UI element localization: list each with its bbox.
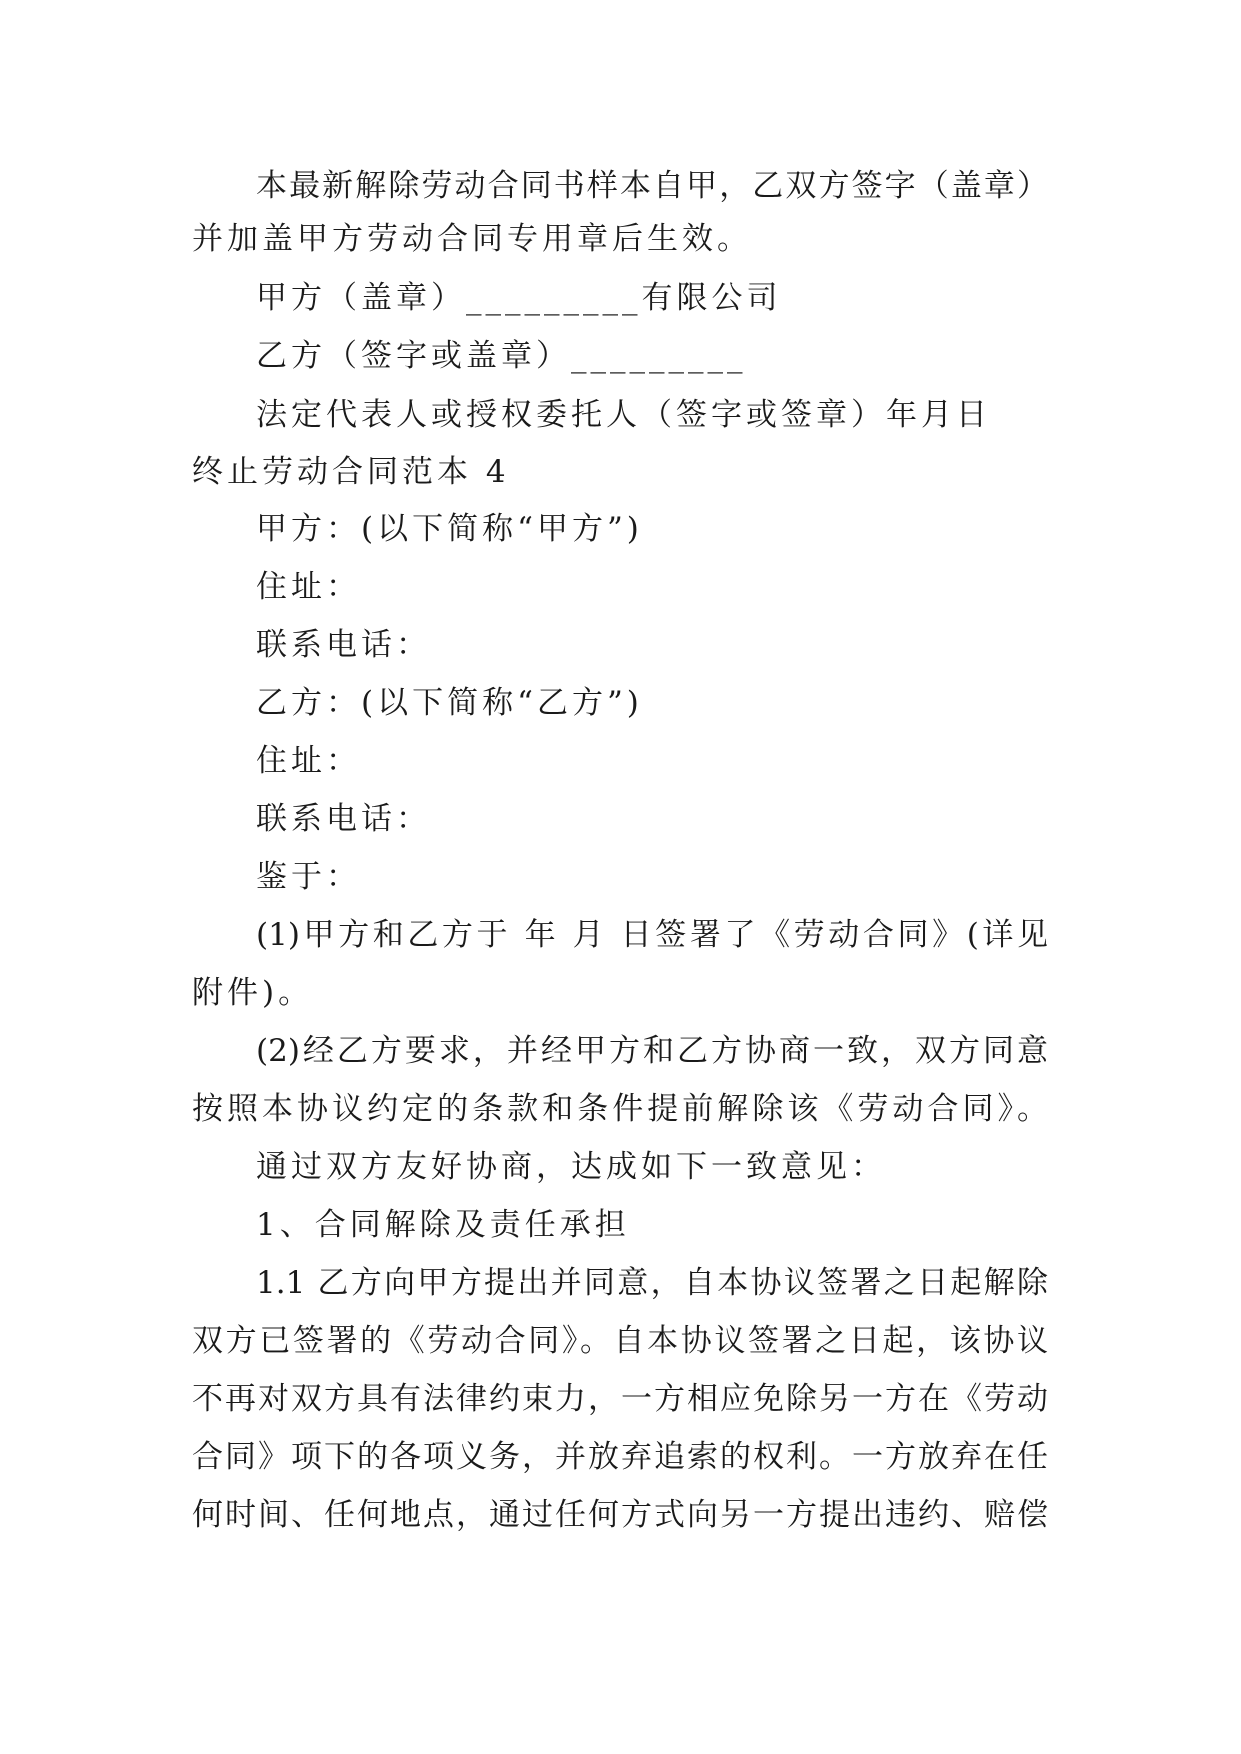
text-line: 乙方：(以下简称“乙方”) xyxy=(256,685,643,721)
text-line: 合同》项下的各项义务，并放弃追索的权利。一方放弃在任 xyxy=(192,1439,1048,1475)
text-line: 何时间、任何地点，通过任何方式向另一方提出违约、赔偿 xyxy=(192,1497,1048,1533)
text-line: 鉴于： xyxy=(256,859,361,895)
text-line: 住址： xyxy=(256,743,361,779)
text-line: 甲方（盖章）_________有限公司 xyxy=(256,280,782,316)
text-line: 附件)。 xyxy=(192,975,314,1011)
clause-heading: 1、合同解除及责任承担 xyxy=(256,1207,630,1243)
text-line: 本最新解除劳动合同书样本自甲，乙双方签字（盖章） xyxy=(256,168,1048,204)
section-heading: 终止劳动合同范本 4 xyxy=(192,454,510,490)
text-line: 联系电话： xyxy=(256,627,431,663)
text-line: 法定代表人或授权委托人（签字或签章）年月日 xyxy=(256,397,991,433)
text-line: 并加盖甲方劳动合同专用章后生效。 xyxy=(192,221,752,257)
text-line: 不再对双方具有法律约束力，一方相应免除另一方在《劳动 xyxy=(192,1381,1048,1417)
text-line: (2)经乙方要求，并经甲方和乙方协商一致，双方同意 xyxy=(256,1033,1048,1069)
text-line: 乙方（签字或盖章）_________ xyxy=(256,338,747,374)
text-line: 联系电话： xyxy=(256,801,431,837)
text-line: 双方已签署的《劳动合同》。自本协议签署之日起，该协议 xyxy=(192,1323,1048,1359)
text-line: 通过双方友好协商，达成如下一致意见： xyxy=(256,1149,886,1185)
text-line: (1)甲方和乙方于 年 月 日签署了《劳动合同》(详见 xyxy=(256,917,1048,953)
text-line: 甲方：(以下简称“甲方”) xyxy=(256,511,643,547)
text-line: 1.1 乙方向甲方提出并同意，自本协议签署之日起解除 xyxy=(256,1265,1048,1301)
text-line: 住址： xyxy=(256,569,361,605)
text-line: 按照本协议约定的条款和条件提前解除该《劳动合同》。 xyxy=(192,1091,1048,1127)
